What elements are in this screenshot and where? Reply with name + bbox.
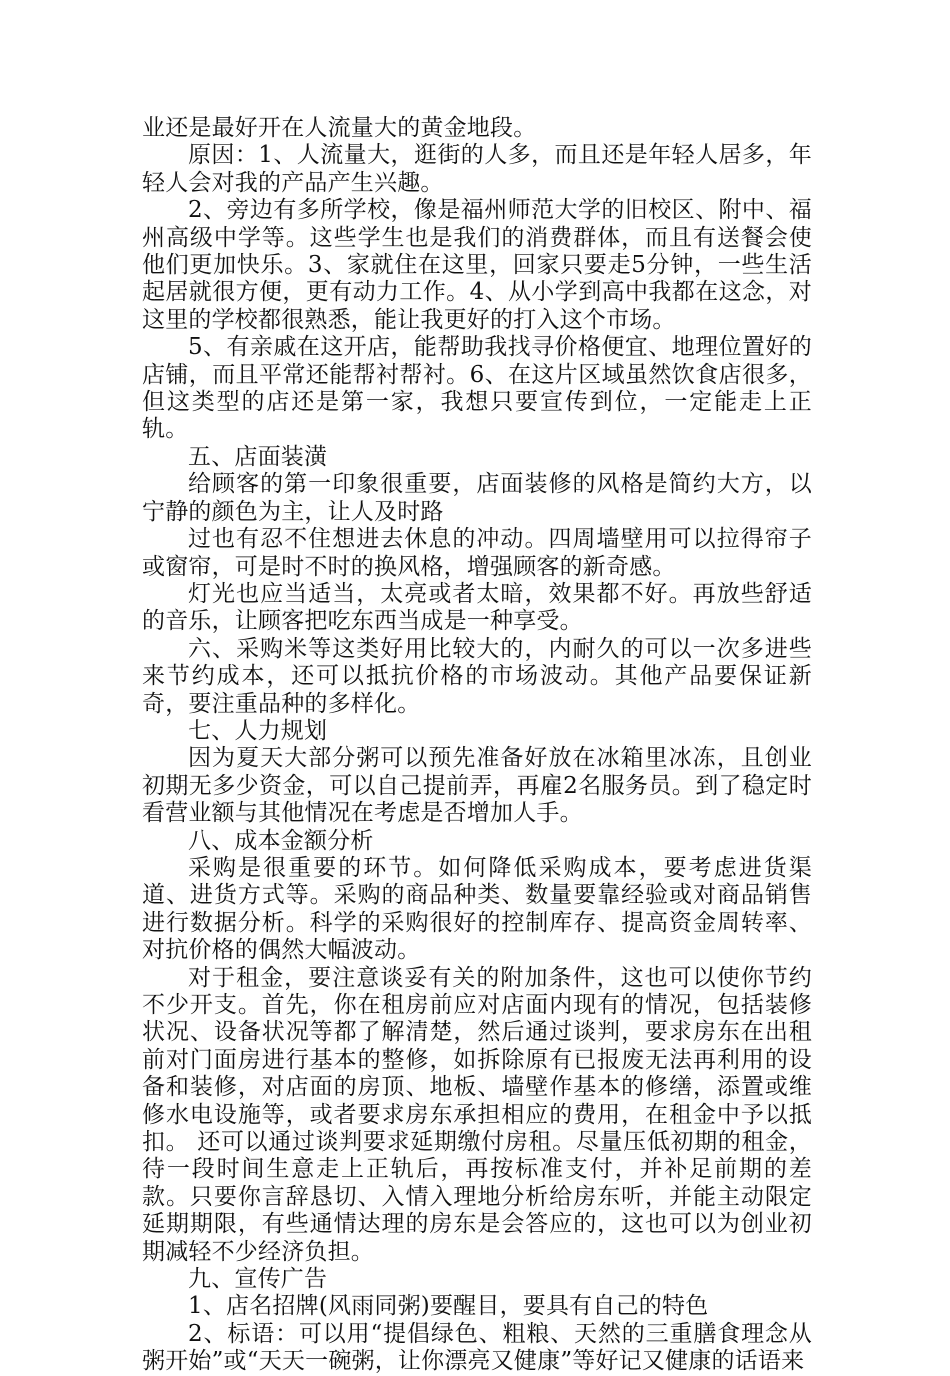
paragraph: 原因：1、人流量大，逛街的人多，而且还是年轻人居多，年轻人会对我的产品产生兴趣。 xyxy=(142,142,812,196)
paragraph: 2、标语：可以用“提倡绿色、粗粮、天然的三重膳食理念从粥开始”或“天天一碗粥，让你漂亮又健康”等好记又健康的话语来 xyxy=(142,1320,812,1375)
paragraph: 业还是最好开在人流量大的黄金地段。 xyxy=(142,115,537,141)
paragraph: 给顾客的第一印象很重要，店面装修的风格是简约大方，以宁静的颜色为主，让人及时路 xyxy=(142,471,812,525)
document-body xyxy=(142,115,812,1376)
paragraph: 灯光也应当适当，太亮或者太暗，效果都不好。再放些舒适的音乐，让顾客把吃东西当成是一种享受。 xyxy=(142,580,812,635)
section-heading: 七、人力规划 xyxy=(188,717,328,744)
section-heading: 九、宣传广告 xyxy=(188,1266,328,1293)
paragraph: 1、店名招牌(风雨同粥)要醒目，要具有自己的特色 xyxy=(188,1293,709,1320)
paragraph: 过也有忍不住想进去休息的冲动。四周墙壁用可以拉得帘子或窗帘，可是时不时的换风格，增强顾客的新奇感。 xyxy=(142,526,812,580)
paragraph: 5、有亲戚在这开店，能帮助我找寻价格便宜、地理位置好的店铺，而且平常还能帮衬帮衬。6、在这片区域虽然饮食店很多，但这类型的店还是第一家，我想只要宣传到位，一定能走上正轨。 xyxy=(142,334,812,443)
paragraph: 六、采购米等这类好用比较大的，内耐久的可以一次多进些来节约成本，还可以抵抗价格的市场波动。其他产品要保证新奇，要注重品种的多样化。 xyxy=(142,635,812,717)
paragraph: 2、旁边有多所学校，像是福州师范大学的旧校区、附中、福州高级中学等。这些学生也是我们的消费群体，而且有送餐会使他们更加快乐。3、家就住在这里，回家只要走5分钟，一些生活起居就很方便，更有动力工作。4、从小学到高中我都在这念，对这里的学校都很熟悉，能让我更好的打入这个市场。 xyxy=(142,197,812,333)
paragraph: 对于租金，要注意谈妥有关的附加条件，这也可以使你节约不少开支。首先，你在租房前应对店面内现有的情况，包括装修状况、设备状况等都了解清楚，然后通过谈判，要求房东在出租前对门面房进行基本的整修，如拆除原有已报废无法再利用的设备和装修，对店面的房顶、地板、墙壁作基本的修缮，添置或维修水电设施等，或者要求房东承担相应的费用，在租金中予以抵扣。 还可以通过谈判要求延期缴付房租。尽量压低初期的租金，待一段时间生意走上正轨后，再按标准支付，并补足前期的差款。只要你言辞恳切、入情入理地分析给房东听，并能主动限定延期期限，有些通情达理的房东是会答应的，这也可以为创业初期减轻不少经济负担。 xyxy=(142,964,812,1265)
paragraph: 采购是很重要的环节。如何降低采购成本，要考虑进货渠道、进货方式等。采购的商品种类、数量要靠经验或对商品销售进行数据分析。科学的采购很好的控制库存、提高资金周转率、对抗价格的偶然大幅波动。 xyxy=(142,854,812,964)
paragraph: 因为夏天大部分粥可以预先准备好放在冰箱里冰冻，且创业初期无多少资金，可以自己提前弄，再雇2名服务员。到了稳定时看营业额与其他情况在考虑是否增加人手。 xyxy=(142,745,812,827)
section-heading: 八、成本金额分析 xyxy=(188,827,374,854)
section-heading: 五、店面装潢 xyxy=(188,443,328,470)
